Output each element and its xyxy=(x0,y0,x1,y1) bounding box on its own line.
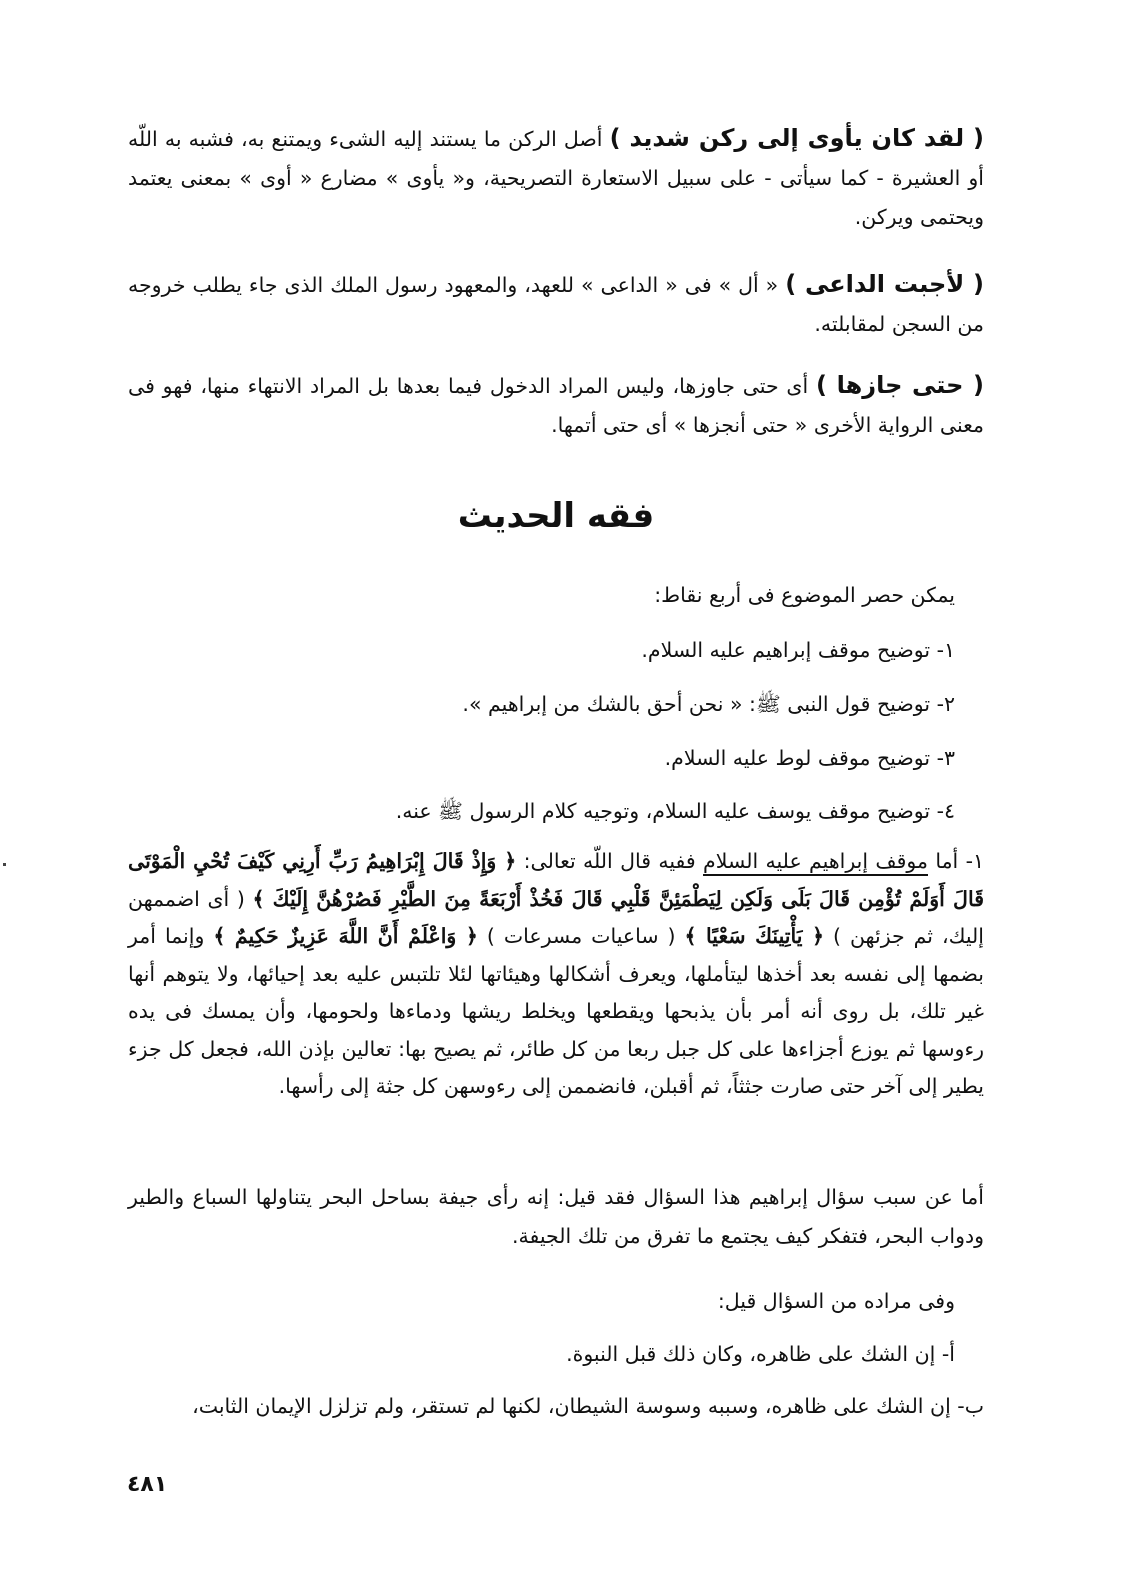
intro-line: يمكن حصر الموضوع فى أربع نقاط: xyxy=(654,583,955,607)
discussion-lead: ففيه قال اللّه تعالى: xyxy=(516,849,704,873)
discussion-paragraph xyxy=(128,843,984,1106)
quran-verse-3: ﴿ وَاعْلَمْ أَنَّ اللَّهَ عَزِيزٌ حَكِيمٌ ﴾ xyxy=(213,924,478,948)
discussion-prefix: ١- أما xyxy=(928,849,984,873)
margin-dot xyxy=(3,863,6,866)
section-heading: فقه الحديث xyxy=(457,496,655,536)
definition-term-2: ( لأجبت الداعى ) xyxy=(785,270,984,298)
definition-term-3: ( حتى جازها ) xyxy=(816,371,984,399)
discussion-body: وإنما أمر بضمها إلى نفسه بعد أخذها ليتأملها، ويعرف أشكالها وهيئاتها لئلا تلتبس عليه بعد إحيائها، ولا يتوهم أنها غير تلك، بل روى أنه أمر بأن يذبحها ويقطعها ويخلط ريشها ودماءها ولحومها، وأن يمسك فى يده رءوسها ثم يوزع أجزاءها على كل جبل ربعا من كل طائر، ثم يصيح بها: تعالين بإذن الله، فجعل كل جزء يطير إلى آخر حتى صارت جثثاً، ثم أقبلن، فانضممن إلى رءوسهن كل جثة إلى رأسها. xyxy=(128,924,984,1098)
reason-paragraph: أما عن سبب سؤال إبراهيم هذا السؤال فقد قيل: إنه رأى جيفة بساحل البحر يتناولها السباع والطير ودواب البحر، فتفكر كيف يجتمع ما تفرق من تلك الجيفة. xyxy=(128,1185,984,1248)
discussion-underlined-topic: موقف إبراهيم عليه السلام xyxy=(703,849,928,873)
definition-text-3: أى حتى جاوزها، وليس المراد الدخول فيما بعدها بل المراد الانتهاء منها، فهو فى معنى الرواية الأخرى « حتى أنجزها » أى حتى أتمها. xyxy=(128,374,984,437)
gloss-2: ( ساعيات مسرعات ) xyxy=(477,924,685,948)
definition-text-1: أصل الركن ما يستند إليه الشىء ويمتنع به، فشبه به اللّه أو العشيرة - كما سيأتى - على سبيل الاستعارة التصريحية، و« يأوى » مضارع « أوى » بمعنى يعتمد ويحتمى ويركن. xyxy=(128,127,984,229)
point-item-2: ٢- توضيح قول النبى ﷺ: « نحن أحق بالشك من إبراهيم ». xyxy=(462,692,955,716)
page-number: ٤٨١ xyxy=(127,1472,168,1497)
opinion-a-line: أ- إن الشك على ظاهره، وكان ذلك قبل النبوة. xyxy=(566,1342,955,1366)
point-item-3: ٣- توضيح موقف لوط عليه السلام. xyxy=(664,746,955,770)
quran-verse-2: ﴿ يَأْتِينَكَ سَعْيًا ﴾ xyxy=(684,924,825,948)
opinion-b-line: ب- إن الشك على ظاهره، وسببه وسوسة الشيطان، لكنها لم تستقر، ولم تزلزل الإيمان الثابت، xyxy=(192,1394,984,1418)
definition-text-2: « أل » فى « الداعى » للعهد، والمعهود رسول الملك الذى جاء يطلب خروجه من السجن لمقابلته. xyxy=(128,273,984,336)
definition-paragraph-2 xyxy=(128,265,984,344)
quran-verse-1: ﴿ وَإِذْ قَالَ إِبْرَاهِيمُ رَبِّ أَرِنِي كَيْفَ تُحْيِ الْمَوْتَى قَالَ أَوَلَمْ تُؤْمِن قَالَ بَلَى وَلَكِن لِيَطْمَئِنَّ قَلْبِي قَالَ فَخُذْ أَرْبَعَةً مِنَ الطَّيْرِ فَصُرْهُنَّ إِلَيْكَ ﴾ xyxy=(128,849,984,911)
definition-paragraph-3 xyxy=(128,366,984,445)
definition-paragraph-1 xyxy=(128,119,984,237)
definition-term-1: ( لقد كان يأوى إلى ركن شديد ) xyxy=(609,124,984,152)
gloss-1: ( أى اضممهن إليك، ثم جزئهن ) xyxy=(128,886,984,948)
meaning-intro-line: وفى مراده من السؤال قيل: xyxy=(717,1289,955,1313)
point-item-4: ٤- توضيح موقف يوسف عليه السلام، وتوجيه كلام الرسول ﷺ عنه. xyxy=(395,799,955,823)
point-item-1: ١- توضيح موقف إبراهيم عليه السلام. xyxy=(641,638,955,662)
